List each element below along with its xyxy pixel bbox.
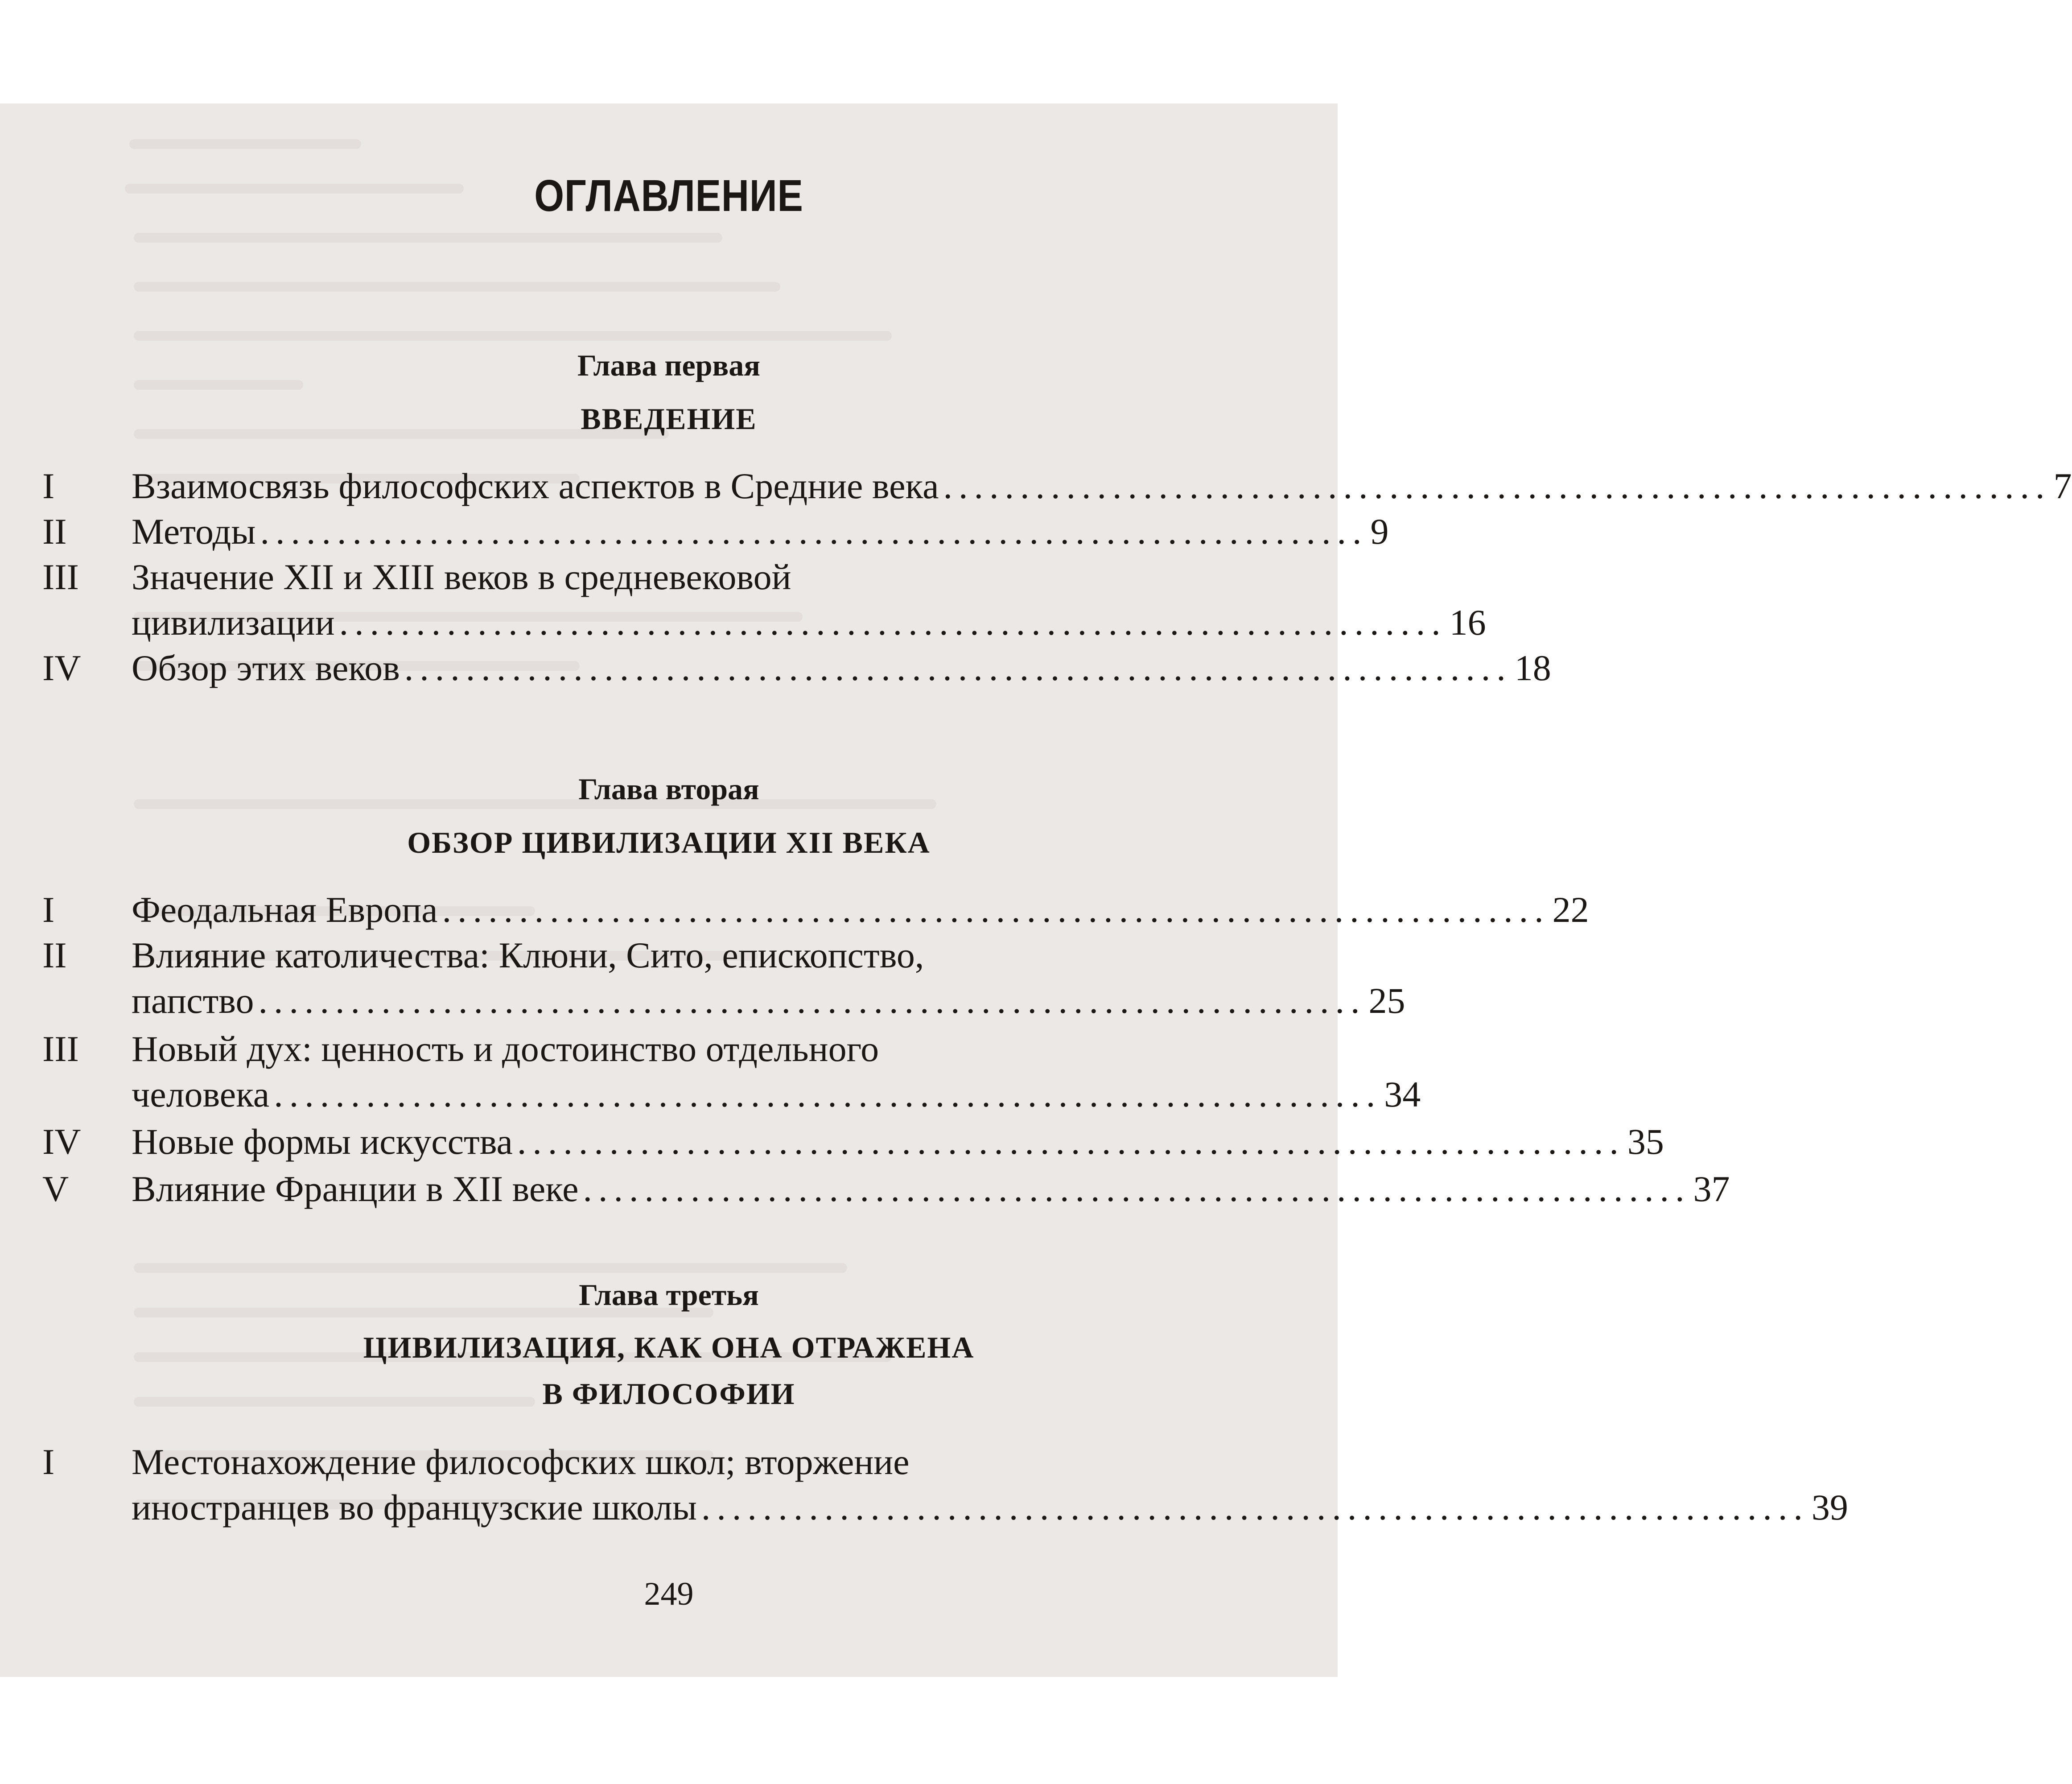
toc-entry[interactable] (42, 1167, 1730, 1211)
dot-leader: ........................................................................ (701, 1487, 1809, 1528)
chapter-2-label: Глава вторая (578, 772, 759, 806)
toc-entry[interactable] (42, 509, 1389, 554)
entry-title: Методы (132, 511, 256, 552)
entry-number: III (42, 1028, 79, 1069)
entry-title: Новые формы искусства (132, 1121, 513, 1162)
toc-entry-continuation[interactable] (42, 979, 1405, 1023)
entry-page: 7 (2053, 466, 2072, 506)
entry-number: II (42, 511, 67, 552)
dot-leader: ........................................................................ (442, 889, 1550, 930)
entry-title: человека (132, 1074, 270, 1115)
entry-number: I (42, 889, 55, 930)
entry-title: папство (132, 980, 254, 1021)
entry-title: Обзор этих веков (132, 648, 400, 688)
chapter-3-label: Глава третья (579, 1278, 759, 1312)
entry-title: Местонахождение философских школ; вторжение (132, 1441, 910, 1482)
entry-number: I (42, 466, 55, 506)
chapter-3-title-line-1: ЦИВИЛИЗАЦИЯ, КАК ОНА ОТРАЖЕНА (363, 1330, 975, 1364)
entry-number: III (42, 557, 79, 597)
entry-title: Влияние католичества: Клюни, Сито, епископство, (132, 935, 924, 975)
dot-leader: ........................................................................ (517, 1121, 1625, 1162)
toc-entry[interactable] (42, 1119, 1664, 1164)
toc-entry[interactable] (42, 933, 1289, 978)
toc-entry[interactable] (42, 888, 1589, 932)
dot-leader: ........................................................................ (274, 1074, 1382, 1115)
dot-leader: ........................................................................ (260, 511, 1368, 552)
entry-page: 9 (1370, 511, 1389, 552)
entry-title: иностранцев во французские школы (132, 1487, 697, 1528)
toc-entry-continuation[interactable] (42, 1485, 1848, 1530)
page-title: ОГЛАВЛЕНИЕ (534, 171, 803, 221)
entry-page: 25 (1368, 980, 1405, 1021)
entry-page: 34 (1384, 1074, 1421, 1115)
dot-leader: ........................................................................ (258, 980, 1366, 1021)
entry-title: Взаимосвязь философских аспектов в Средние века (132, 466, 939, 506)
dot-leader: ........................................................................ (583, 1169, 1691, 1209)
entry-page: 35 (1627, 1121, 1664, 1162)
entry-number: I (42, 1441, 55, 1482)
toc-entry-continuation[interactable] (42, 600, 1486, 645)
entry-page: 39 (1811, 1487, 1848, 1528)
entry-page: 16 (1449, 602, 1486, 643)
table-of-contents (0, 103, 2072, 1677)
book-page (0, 103, 2072, 1677)
entry-page: 37 (1693, 1169, 1730, 1209)
entry-title: Значение XII и XIII веков в средневековой (132, 557, 791, 597)
chapter-2-title: ОБЗОР ЦИВИЛИЗАЦИИ XII ВЕКА (407, 826, 931, 859)
toc-entry[interactable] (42, 1440, 1289, 1484)
toc-entry[interactable] (42, 464, 2072, 508)
toc-entry[interactable] (42, 646, 1551, 690)
entry-title: Новый дух: ценность и достоинство отдельного (132, 1028, 879, 1069)
chapter-3-title-line-2: В ФИЛОСОФИИ (542, 1377, 795, 1411)
dot-leader: ........................................................................ (339, 602, 1447, 643)
toc-entry[interactable] (42, 555, 1289, 599)
toc-entry[interactable] (42, 1027, 1289, 1071)
entry-title: цивилизации (132, 602, 335, 643)
entry-title: Феодальная Европа (132, 889, 438, 930)
entry-page: 22 (1552, 889, 1589, 930)
chapter-1-label: Глава первая (577, 348, 761, 382)
dot-leader: ........................................................................ (943, 466, 2051, 506)
dot-leader: ........................................................................ (404, 648, 1512, 688)
entry-title: Влияние Франции в XII веке (132, 1169, 579, 1209)
entry-page: 18 (1514, 648, 1551, 688)
page-number: 249 (644, 1576, 694, 1612)
chapter-1-title: ВВЕДЕНИЕ (581, 402, 757, 436)
entry-number: IV (42, 1121, 81, 1162)
toc-entry-continuation[interactable] (42, 1072, 1421, 1117)
entry-number: II (42, 935, 67, 975)
entry-number: IV (42, 648, 81, 688)
entry-number: V (42, 1169, 69, 1209)
